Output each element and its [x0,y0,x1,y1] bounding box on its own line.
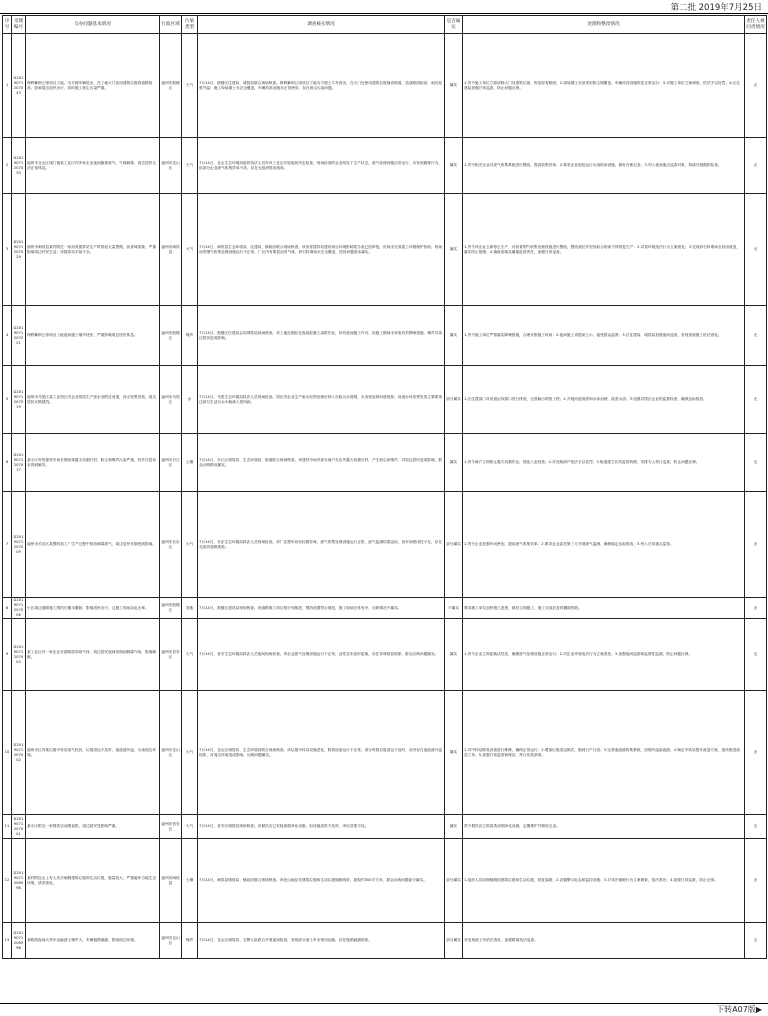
pollution-type: 大气 [182,138,198,194]
handling-text: 1.责令施工单位严格落实降噪措施，合理安排施工时间；2.夜间施工须提前公示，接受群众监督；3.区住建局、城管局加强夜间巡查，发现违规施工依法查处。 [463,306,745,366]
verified: 部分属实 [445,839,463,923]
receipt-id: D2019071206996 [12,923,26,959]
row-number: 3 [3,194,12,306]
issue-text: 福州市仓山区城门镇某工业区内多家企业夜间偷排废气，气味刺鼻，周边居民无法正常休息。 [26,138,160,194]
col-header-handling: 处理和整改情况 [463,16,745,34]
verified: 部分属实 [445,492,463,598]
receipt-id: D2019071207021 [12,306,26,366]
verified: 属实 [445,306,463,366]
region: 福州市晋安区 [160,619,182,691]
table-row [3,194,767,306]
row-number: 7 [3,492,12,598]
table-row [3,923,767,959]
col-header-issue: 交办问题基本情况 [26,16,160,34]
receipt-id: D2019071207004 [12,619,26,691]
pollution-type: 大气 [182,815,198,839]
issue-text: 某小区旁的建材市场长期违规露天切割石材，粉尘和噪声污染严重，经多次投诉未得到解决。 [26,434,160,492]
verified: 属实 [445,34,463,138]
verified: 部分属实 [445,923,463,959]
accountability: 无 [745,619,767,691]
table-row [3,138,767,194]
col-header-id: 受理编号 [12,16,26,34]
issue-text: 某工业区内一家企业长期排放异味气体，周边居民夜间常闻到刺鼻气味，影响睡眠。 [26,619,160,691]
handling-text: 1.区住建部门对河道沿线排口进行排查，完善截污纳管工程；2.开展河道清淤和水体治理，改善水质；3.加强对园区企业的监督检查，确保达标排放。 [463,366,745,434]
region: 福州市仓山区 [160,691,182,815]
issue-text: 保利紫荆公馆项目工地夜间施工噪声扰民，严重影响周边居民休息。 [26,306,160,366]
accountability: 无 [745,194,767,306]
table-row [3,691,767,815]
pollution-type: 土壤 [182,434,198,492]
pollution-type: 大气 [182,194,198,306]
accountability: 无 [745,366,767,434]
table-header-row [3,16,767,34]
issue-text: 福州市闽侯县某村附近一家沥青搅拌站生产时排放大量黑烟，沥青味浓重，严重影响周边村民生活；该搅拌站手续不全。 [26,194,160,306]
accountability: 无 [745,34,767,138]
accountability: 无 [745,434,767,492]
survey-text: 7月14日，台江区城管局、生态环境局、街道联合现场核查。该建材市场内部分商户在店外露天切割石材，产生粉尘和噪声，对周边居民造成影响，群众反映情况属实。 [198,434,445,492]
row-number: 5 [3,366,12,434]
region: 福州市闽侯县 [160,839,182,923]
issue-text: 福州市马尾区某工业园区内企业排放生产废水至附近河道，河水发黑发臭，周边居民反映强烈。 [26,366,160,434]
table-row [3,366,767,434]
row-number: 12 [3,839,12,923]
survey-text: 7月14日，晋安生态环境局执法人员夜间现场检查。该企业废气处理设施运行不正常，活性炭未及时更换，存在异味排放现象，群众反映问题属实。 [198,619,445,691]
pollution-type: 其他 [182,598,198,619]
complaint-table [2,15,767,959]
row-number: 13 [3,923,12,959]
survey-text: 7月14日，马尾生态环境局执法人员现场检查。园区内企业生产废水经预处理后纳入市政污水管网，未发现直排河道现象；河道水体发黑发臭主要系周边部分生活污水未截流入管所致。 [198,366,445,434]
pollution-type: 噪声 [182,923,198,959]
row-number: 4 [3,306,12,366]
verified: 不属实 [445,598,463,619]
handling-text: 1.责令企业加强车间密闭，提高废气收集效率；2.要求企业委托第三方开展废气监测，确保稳定达标排放；3.列入日常重点监管。 [463,492,745,598]
receipt-id: D2019071207002 [12,691,26,815]
table-row [3,598,767,619]
pollution-type: 大气 [182,619,198,691]
region: 福州市鼓楼区 [160,34,182,138]
survey-text: 7月14日，鼓楼区建设局现场核查。该道路施工项目按计划推进，围挡设置符合规范，施工现场总体有序，反映情况不属实。 [198,598,445,619]
receipt-id: D2019071207009 [12,492,26,598]
verified: 属实 [445,691,463,815]
footer-rule [0,1003,768,1004]
pollution-type: 大气 [182,34,198,138]
accountability: 无 [745,923,767,959]
table-row [3,306,767,366]
col-header-survey: 调查核实情况 [198,16,445,34]
region: 福州市鼓楼区 [160,306,182,366]
issue-text: 某路段夜间大货车运输渣土噪声大，车辆抛洒滴漏，影响周边环境。 [26,923,160,959]
pollution-type: 土壤 [182,839,198,923]
accountability: 无 [745,691,767,815]
issue-text: 保利紫荆公馆项目工地，为方便车辆进出，在工地大门处用建筑垃圾将道路抬高，影响周边居民出行，同时施工扬尘污染严重。 [26,34,160,138]
row-number: 1 [3,34,12,138]
row-number: 9 [3,619,12,691]
survey-text: 7月14日，闽侯县生态环境局、住建局、镇政府联合现场核查。该沥青搅拌站建设项目环境影响报告表已经审批，但尚未完成竣工环境保护验收；现场沥青烟气收集处理设施运行不正常，厂区内有明显沥青气味，砂石料堆场未完全覆盖，投诉问题基本属实。 [198,194,445,306]
table-row [3,434,767,492]
issue-text: 某村附近山上有人非法倾倒建筑垃圾和生活垃圾，数量较大，严重破坏当地生态环境，请求查处。 [26,839,160,923]
accountability: 无 [745,138,767,194]
handling-text: 1.对中转站除臭设备进行维修，确保正常运行；2.增加垃圾清运频次，做到日产日清；3.完善渗滤液收集系统，清理外溢渗滤液；4.制定中转站提升改造方案，加快推进改造工作；5.加强日常监管和保洁，每日冲洗消毒。 [463,691,745,815]
page-label: 第二批 2019年7月25日 [670,3,762,13]
row-number: 10 [3,691,12,815]
receipt-id: D2019071207043 [12,34,26,138]
row-number: 8 [3,598,12,619]
region: 福州市晋安区 [160,815,182,839]
verified: 部分属实 [445,366,463,434]
verified: 属实 [445,619,463,691]
pollution-type: 大气 [182,691,198,815]
pollution-type: 大气 [182,492,198,598]
verified: 属实 [445,194,463,306]
receipt-id: D2019071207029 [12,194,26,306]
verified: 属实 [445,434,463,492]
col-header-real: 是否属实 [445,16,463,34]
survey-text: 7月14日，鼓楼区住建局会同城管局现场核查。该工地近期存在夜间混凝土浇筑作业，持有夜间施工许可，但施工期间未采取有效降噪措施，噪声对周边居民造成影响。 [198,306,445,366]
verified: 属实 [445,815,463,839]
handling-text: 1.责令商户立即停止露天切割作业，规范入室经营；2.对违规商户依法予以处罚；3.街道建立长效监管机制，安排专人每日巡查，防止问题反弹。 [463,434,745,492]
col-header-no: 序号 [3,16,12,34]
survey-text: 7月14日，仓山区城管局、生态环境局联合现场核查。该垃圾中转站设施老化，除臭设备运行不正常，部分时段垃圾清运不及时，站内存在渗滤液外溢现象，对周边环境造成影响，反映问题属实。 [198,691,445,815]
issue-text: 福州市长乐区某塑料加工厂生产过程中排放刺鼻废气，周边居民长期受到影响。 [26,492,160,598]
region: 福州市鼓楼区 [160,598,182,619]
handling-text: 1.责令企业立即更换活性炭，确保废气处理设施正常运行；2.对企业环境违法行为立案查处；3.加强夜间巡查和监督性监测，防止问题反弹。 [463,619,745,691]
region: 福州市仓山区 [160,923,182,959]
handling-text: 对违规渣土车依法查处，加强路面执法巡查。 [463,923,745,959]
survey-text: 7月14日，晋安区城管局现场核查。该餐饮店已安装油烟净化设施，但设施清洗不及时，净化效果不佳。 [198,815,445,839]
receipt-id: D2019071207001 [12,815,26,839]
verified: 属实 [445,138,463,194]
handling-text: 责令餐饮店立即清洗油烟净化设施，定期维护并做好记录。 [463,815,745,839]
survey-text: 7月14日，仓山生态环境局组织执法人员对该工业区开展夜间突击检查。现场检查的企业均处于生产状态，废气处理设施正常运行，未发现偷排行为，但部分企业废气收集效率不高，存在无组织排放现象。 [198,138,445,194]
survey-text: 7月14日，仓山区城管局、交警大队联合开展夜间检查，发现部分渣土车未密闭运输，存在抛洒滴漏现象。 [198,923,445,959]
issue-text: 小区周边道路施工围挡长期未撤除，影响居民出行，且施工现场杂乱无章。 [26,598,160,619]
handling-text: 要求施工单位加快施工进度，做好文明施工，施工完成后及时撤除围挡。 [463,598,745,619]
continued-label: 下转A07版▶ [716,1005,762,1014]
handling-text: 1.责令该企业立即停止生产，对沥青烟气收集处理设施进行整改，整改到位并经验收合格前不得恢复生产；2.对其环境违法行为立案查处；3.完成砂石料堆场全封闭改造，落实防尘措施；4.镇政府落实属地监管责任，加强日常巡查。 [463,194,745,306]
page-header [0,0,768,14]
region: 福州市仓山区 [160,138,182,194]
receipt-id: D2019071207030 [12,138,26,194]
pollution-type: 噪声 [182,306,198,366]
row-number: 6 [3,434,12,492]
survey-text: 7月14日，闽侯县城管局、镇政府联合现场核查。该处山地存在建筑垃圾和生活垃圾倾倒现象，面积约300平方米，群众反映问题部分属实。 [198,839,445,923]
accountability: 无 [745,815,767,839]
receipt-id: D2019071207006 [12,598,26,619]
table-row [3,34,767,138]
table-row [3,815,767,839]
table-row [3,839,767,923]
region: 福州市马尾区 [160,366,182,434]
accountability: 无 [745,598,767,619]
survey-text: 7月14日，长乐生态环境局执法人员现场检查。该厂注塑车间有轻微异味，废气收集处理设施运行正常，废气监测结果达标，但车间密闭性不足，存在无组织逸散现象。 [198,492,445,598]
survey-text: 7月14日，鼓楼区住建局、城管局联合现场核查。保利紫荆公馆项目工地为方便土方车进出，在大门处使用建筑垃圾铺设坡道，造成路面抬高，雨后泥浆外溢；施工现场裸土未完全覆盖，车辆冲洗设施未正常使用，存在扬尘污染问题。 [198,34,445,138]
pollution-type: 水 [182,366,198,434]
handling-text: 1.组织人员清理倾倒的建筑垃圾和生活垃圾，恢复原貌；2.设置警示标志和监控设施；3.对非法倾倒行为立案调查，依法查处；4.加强日常巡查，防止反弹。 [463,839,745,923]
col-header-region: 行政区域 [160,16,182,34]
receipt-id: D2019071207017 [12,434,26,492]
receipt-id: D2019071207019 [12,366,26,434]
handling-text: 1.责令相关企业对废气收集系统进行整改，提高收集效率；2.要求企业规范运行污染防治设施，做好台账记录；3.列入夜间重点巡查对象，持续开展跟踪检查。 [463,138,745,194]
receipt-id: D2019071206998 [12,839,26,923]
region: 福州市闽侯县 [160,194,182,306]
accountability: 无 [745,839,767,923]
row-number: 2 [3,138,12,194]
region: 福州市台江区 [160,434,182,492]
table-row [3,619,767,691]
row-number: 11 [3,815,12,839]
table-row [3,492,767,598]
col-header-account: 责任人被问责情况 [745,16,767,34]
region: 福州市长乐区 [160,492,182,598]
issue-text: 某小区附近一家餐饮店油烟直排，周边居民受影响严重。 [26,815,160,839]
accountability: 无 [745,492,767,598]
issue-text: 福州市区内某垃圾中转站臭气扰民，垃圾清运不及时，渗滤液外溢，污染周边环境。 [26,691,160,815]
col-header-type: 污染类型 [182,16,198,34]
handling-text: 1.责令施工单位立即清除大门处建筑垃圾，恢复原有路面；2.现场裸土全部采用防尘网覆盖，车辆冲洗设施恢复正常运行；3.对施工单位立案调查，依法予以处罚；4.区住建局加强日常巡查，防止问题反弹。 [463,34,745,138]
accountability: 无 [745,306,767,366]
